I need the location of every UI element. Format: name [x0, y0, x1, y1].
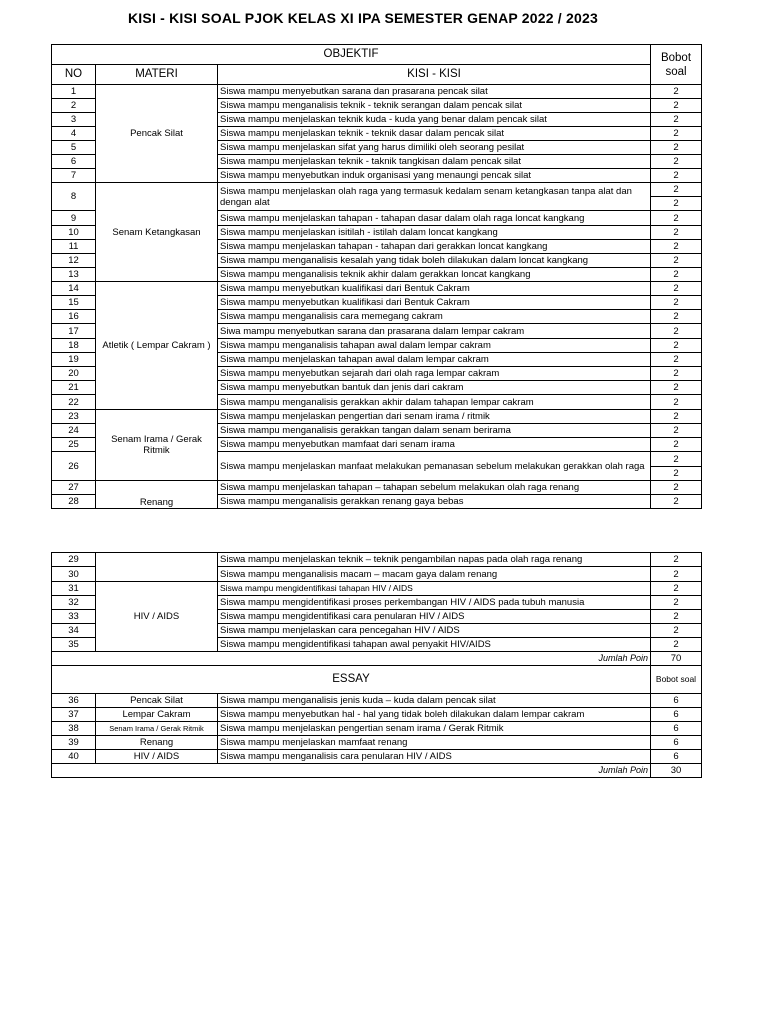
no-header: NO [52, 65, 96, 85]
materi-cell-empty [96, 553, 218, 582]
essay-bobot-header: Bobot soal [651, 666, 702, 694]
materi-cell: Renang [96, 481, 218, 509]
materi-cell: Senam Irama / Gerak Ritmik [96, 410, 218, 481]
jumlah-poin-value: 70 [651, 652, 702, 666]
kisi-cell: Siswa mampu menganalisis gerakkan akhir dalam tahapan lempar cakram [218, 395, 651, 410]
kisi-cell: Siswa mampu menjelaskan olah raga yang termasuk kedalam senam ketangkasan tanpa alat dan dengan alat [218, 183, 651, 211]
row-no: 9 [52, 211, 96, 226]
row-no: 12 [52, 254, 96, 268]
row-no: 33 [52, 610, 96, 624]
materi-cell: Pencak Silat [96, 85, 218, 183]
bobot-cell: 2 [651, 596, 702, 610]
bobot-cell: 2 [651, 141, 702, 155]
kisi-cell: Siswa mampu menjelaskan tahapan - tahapan dasar dalam olah raga loncat kangkang [218, 211, 651, 226]
kisi-cell: Siswa mampu menganalisis gerakkan renang gaya bebas [218, 495, 651, 509]
bobot-cell: 2 [651, 339, 702, 353]
row-no: 22 [52, 395, 96, 410]
essay-header: ESSAY [52, 666, 651, 694]
bobot-cell: 2 [651, 254, 702, 268]
row-no: 4 [52, 127, 96, 141]
bobot-cell: 2 [651, 638, 702, 652]
kisi-cell: Siswa mampu menganalisis kesalah yang tidak boleh dilakukan dalam loncat kangkang [218, 254, 651, 268]
kisi-cell: Siswa mampu menjelaskan sifat yang harus dimiliki oleh seorang pesilat [218, 141, 651, 155]
row-no: 14 [52, 282, 96, 296]
kisi-cell: Siswa mampu menyebutkan induk organisasi yang menaungi pencak silat [218, 169, 651, 183]
kisi-cell: Siswa mampu menjelaskan pengertian dari senam irama / ritmik [218, 410, 651, 424]
row-no: 6 [52, 155, 96, 169]
row-no: 10 [52, 226, 96, 240]
row-no: 15 [52, 296, 96, 310]
kisi-cell: Siswa mampu menyebutkan kualifikasi dari Bentuk Cakram [218, 296, 651, 310]
row-no: 24 [52, 424, 96, 438]
bobot-cell: 2 [651, 183, 702, 197]
bobot-cell: 2 [651, 381, 702, 395]
row-no: 37 [52, 708, 96, 722]
bobot-cell: 2 [651, 481, 702, 495]
bobot-cell: 2 [651, 395, 702, 410]
kisi-cell: Siswa mampu menganalisis macam – macam gaya dalam renang [218, 567, 651, 582]
kisi-cell: Siswa mampu menjelaskan cara pencegahan HIV / AIDS [218, 624, 651, 638]
materi-cell: HIV / AIDS [96, 582, 218, 652]
bobot-cell: 6 [651, 736, 702, 750]
row-no: 20 [52, 367, 96, 381]
kisi-cell: Siswa mampu menganalisis gerakkan tangan dalam senam berirama [218, 424, 651, 438]
row-no: 28 [52, 495, 96, 509]
kisi-cell: Siswa mampu menyebutkan sarana dan prasarana pencak silat [218, 85, 651, 99]
row-no: 3 [52, 113, 96, 127]
bobot-cell: 2 [651, 367, 702, 381]
kisi-cell: Siswa mampu menyebutkan kualifikasi dari Bentuk Cakram [218, 282, 651, 296]
bobot-cell: 2 [651, 85, 702, 99]
kisi-cell: Siswa mampu mengidentifikasi tahapan HIV / AIDS [218, 582, 651, 596]
bobot-cell: 6 [651, 694, 702, 708]
bobot-cell: 2 [651, 282, 702, 296]
kisi-cell: Siswa mampu mengidentifikasi proses perkembangan HIV / AIDS pada tubuh manusia [218, 596, 651, 610]
bobot-cell: 6 [651, 750, 702, 764]
kisi-cell: Siswa mampu mengidentifikasi cara penularan HIV / AIDS [218, 610, 651, 624]
row-no: 16 [52, 310, 96, 324]
row-no: 11 [52, 240, 96, 254]
row-no: 35 [52, 638, 96, 652]
kisi-cell: Siswa mampu menganalisis cara penularan HIV / AIDS [218, 750, 651, 764]
bobot-cell: 2 [651, 624, 702, 638]
kisi-cell: Siswa mampu menjelaskan teknik - teknik dasar dalam pencak silat [218, 127, 651, 141]
bobot-cell: 2 [651, 410, 702, 424]
bobot-cell: 2 [651, 240, 702, 254]
row-no: 2 [52, 99, 96, 113]
bobot-cell: 2 [651, 99, 702, 113]
row-no: 18 [52, 339, 96, 353]
kisi-cell: Siswa mampu menjelaskan pengertian senam irama / Gerak Ritmik [218, 722, 651, 736]
kisi-cell: Siswa mampu menganalisis tahapan awal dalam lempar cakram [218, 339, 651, 353]
row-no: 7 [52, 169, 96, 183]
bobot-cell: 2 [651, 582, 702, 596]
materi-cell: Senam Irama / Gerak Ritmik [96, 722, 218, 736]
row-no: 5 [52, 141, 96, 155]
bobot-cell: 2 [651, 155, 702, 169]
kisi-cell: Siswa mampu menjelaskan teknik – teknik pengambilan napas pada olah raga renang [218, 553, 651, 567]
jumlah-poin-label: Jumlah Poin [52, 652, 651, 666]
materi-cell: Atletik ( Lempar Cakram ) [96, 282, 218, 410]
bobot-cell: 2 [651, 353, 702, 367]
materi-cell: Pencak Silat [96, 694, 218, 708]
kisi-table-part-2 [51, 552, 702, 778]
kisi-cell: Siswa mampu menjelaskan teknik kuda - kuda yang benar dalam pencak silat [218, 113, 651, 127]
row-no: 39 [52, 736, 96, 750]
bobot-cell: 2 [651, 467, 702, 481]
kisi-cell: Siswa mampu menganalisis jenis kuda – kuda dalam pencak silat [218, 694, 651, 708]
bobot-cell: 2 [651, 424, 702, 438]
row-no: 23 [52, 410, 96, 424]
materi-cell: Senam Ketangkasan [96, 183, 218, 282]
bobot-cell: 2 [651, 268, 702, 282]
kisi-cell: Siswa mampu menjelaskan teknik - taknik tangkisan dalam pencak silat [218, 155, 651, 169]
bobot-header: Bobot soal [651, 45, 702, 85]
bobot-cell: 2 [651, 127, 702, 141]
row-no: 31 [52, 582, 96, 596]
kisi-cell: Siswa mampu mengidentifikasi tahapan awal penyakit HIV/AIDS [218, 638, 651, 652]
kisi-cell: Siswa mampu menjelaskan mamfaat renang [218, 736, 651, 750]
kisi-cell: Siswa mampu menyebutkan sejarah dari olah raga lempar cakram [218, 367, 651, 381]
row-no: 29 [52, 553, 96, 567]
bobot-cell: 2 [651, 438, 702, 452]
row-no: 25 [52, 438, 96, 452]
row-no: 1 [52, 85, 96, 99]
materi-cell: HIV / AIDS [96, 750, 218, 764]
kisi-cell: Siswa mampu menganalisis cara memegang cakram [218, 310, 651, 324]
bobot-cell: 2 [651, 324, 702, 339]
row-no: 32 [52, 596, 96, 610]
bobot-cell: 2 [651, 296, 702, 310]
row-no: 13 [52, 268, 96, 282]
kisi-table-part-1 [51, 44, 702, 509]
page-title: KISI - KISI SOAL PJOK KELAS XI IPA SEMESTER GENAP 2022 / 2023 [128, 10, 598, 26]
materi-cell: Lempar Cakram [96, 708, 218, 722]
materi-header: MATERI [96, 65, 218, 85]
bobot-cell: 2 [651, 113, 702, 127]
objektif-header: OBJEKTIF [52, 45, 651, 65]
bobot-cell: 2 [651, 226, 702, 240]
kisi-header: KISI - KISI [218, 65, 651, 85]
row-no: 38 [52, 722, 96, 736]
bobot-cell: 2 [651, 495, 702, 509]
kisi-cell: Siswa mampu menyebutkan hal - hal yang tidak boleh dilakukan dalam lempar cakram [218, 708, 651, 722]
row-no: 34 [52, 624, 96, 638]
row-no: 21 [52, 381, 96, 395]
row-no: 27 [52, 481, 96, 495]
bobot-cell: 2 [651, 452, 702, 467]
row-no: 8 [52, 183, 96, 211]
row-no: 17 [52, 324, 96, 339]
bobot-cell: 2 [651, 553, 702, 567]
bobot-cell: 2 [651, 211, 702, 226]
jumlah-poin-label: Jumlah Poin [52, 764, 651, 778]
bobot-cell: 2 [651, 197, 702, 211]
kisi-cell: Siswa mampu menjelaskan tahapan awal dalam lempar cakram [218, 353, 651, 367]
bobot-cell: 2 [651, 567, 702, 582]
kisi-cell: Siswa mampu menjelaskan tahapan – tahapan sebelum melakukan olah raga renang [218, 481, 651, 495]
row-no: 30 [52, 567, 96, 582]
kisi-cell: Siswa mampu menyebutkan mamfaat dari senam irama [218, 438, 651, 452]
row-no: 36 [52, 694, 96, 708]
bobot-cell: 6 [651, 708, 702, 722]
kisi-cell: Siswa mampu menganalisis teknik akhir dalam gerakkan loncat kangkang [218, 268, 651, 282]
bobot-cell: 2 [651, 169, 702, 183]
bobot-cell: 6 [651, 722, 702, 736]
kisi-cell: Siswa mampu menjelaskan manfaat melakukan pemanasan sebelum melakukan gerakkan olah raga [218, 452, 651, 481]
bobot-cell: 2 [651, 310, 702, 324]
kisi-cell: Siwa mampu menyebutkan sarana dan prasarana dalam lempar cakram [218, 324, 651, 339]
row-no: 19 [52, 353, 96, 367]
kisi-cell: Siswa mampu menjelaskan tahapan - tahapan dari gerakkan loncat kangkang [218, 240, 651, 254]
jumlah-poin-value: 30 [651, 764, 702, 778]
kisi-cell: Siswa mampu menyebutkan bantuk dan jenis dari cakram [218, 381, 651, 395]
row-no: 40 [52, 750, 96, 764]
kisi-cell: Siswa mampu menjelaskan isitilah - istilah dalam loncat kangkang [218, 226, 651, 240]
materi-cell: Renang [96, 736, 218, 750]
bobot-cell: 2 [651, 610, 702, 624]
kisi-cell: Siswa mampu menganalisis teknik - teknik serangan dalam pencak silat [218, 99, 651, 113]
row-no: 26 [52, 452, 96, 481]
